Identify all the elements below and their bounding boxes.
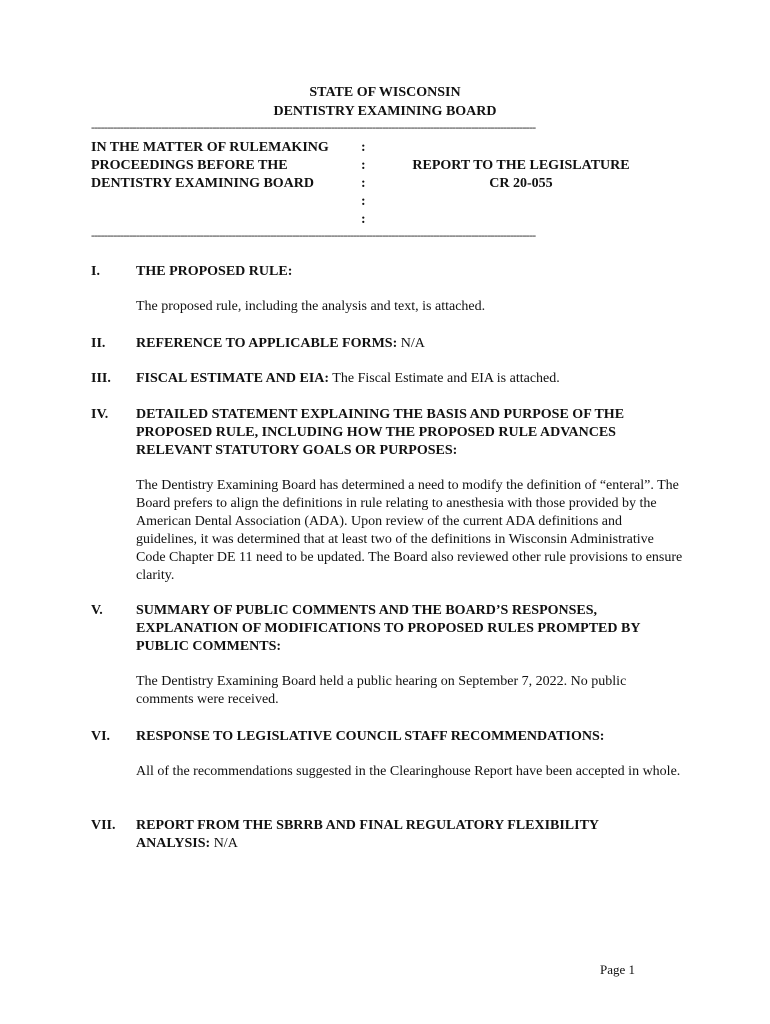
colon: : <box>361 158 366 173</box>
section-heading-text: FISCAL ESTIMATE AND EIA: <box>136 371 330 386</box>
section-number: III. <box>91 371 111 386</box>
section-heading-text: REFERENCE TO APPLICABLE FORMS: <box>136 336 398 351</box>
colon: : <box>361 176 366 191</box>
section-heading-text: SUMMARY OF PUBLIC COMMENTS AND THE BOARD’S RESPONSES, EXPLANATION OF MODIFICATIONS TO PROPOSED RULES PROMPTED BY PUBLIC COMMENTS: <box>136 603 640 654</box>
section-body: The proposed rule, including the analysis and text, is attached. <box>136 299 486 314</box>
colon: : <box>361 140 366 155</box>
section-number: V. <box>91 603 103 618</box>
caption-line: DENTISTRY EXAMINING BOARD <box>91 176 315 191</box>
colon: : <box>361 194 366 209</box>
report-number: CR 20-055 <box>489 176 553 191</box>
section-heading-value: N/A <box>397 336 425 351</box>
caption-left <box>91 139 329 193</box>
section-heading <box>136 263 681 281</box>
report-title: REPORT TO THE LEGISLATURE <box>412 158 630 173</box>
separator-bottom: ------------------------------------------------------------------------------------------------------------------------------------------- <box>91 228 536 242</box>
section-heading <box>136 406 681 460</box>
separator-top: ------------------------------------------------------------------------------------------------------------------------------------------- <box>91 120 536 134</box>
section-heading-text: RESPONSE TO LEGISLATIVE COUNCIL STAFF RECOMMENDATIONS: <box>136 729 605 744</box>
section-number: IV. <box>91 407 109 422</box>
section-body: All of the recommendations suggested in the Clearinghouse Report have been accepted in whole. <box>136 764 681 779</box>
section-heading-value: The Fiscal Estimate and EIA is attached. <box>329 371 560 386</box>
section-body: The Dentistry Examining Board held a public hearing on September 7, 2022. No public comments were received. <box>136 674 627 707</box>
board-heading: DENTISTRY EXAMINING BOARD <box>273 104 497 119</box>
section-heading-text: THE PROPOSED RULE: <box>136 264 293 279</box>
page-number: Page 1 <box>600 962 636 977</box>
caption-line: IN THE MATTER OF RULEMAKING <box>91 140 329 155</box>
section-heading-text: DETAILED STATEMENT EXPLAINING THE BASIS AND PURPOSE OF THE PROPOSED RULE, INCLUDING HOW THE PROPOSED RULE ADVANCES RELEVANT STATUTORY GOALS OR PURPOSES: <box>136 407 625 458</box>
section-number: VI. <box>91 729 111 744</box>
section-number: II. <box>91 336 106 351</box>
section-heading <box>136 728 681 746</box>
section-heading-text: REPORT FROM THE SBRRB AND FINAL REGULATORY FLEXIBILITY ANALYSIS: <box>136 818 599 851</box>
colon: : <box>361 212 366 227</box>
section-number: I. <box>91 264 100 279</box>
section-body: The Dentistry Examining Board has determined a need to modify the definition of “enteral”. The Board prefers to align the definitions in rule relating to anesthesia with those provided by the American Dental Association (ADA). Upon review of the current ADA definitions and guidelines, it was determined that at least two of the definitions in Wisconsin Administrative Code Chapter DE 11 need to be updated. The Board also reviewed other rule provisions to ensure clarity. <box>136 478 683 583</box>
section-heading <box>136 335 681 353</box>
section-heading-value: N/A <box>210 836 238 851</box>
section-number: VII. <box>91 818 116 833</box>
state-heading: STATE OF WISCONSIN <box>309 85 461 100</box>
section-heading <box>136 370 681 388</box>
caption-line: PROCEEDINGS BEFORE THE <box>91 158 288 173</box>
section-heading <box>136 602 681 656</box>
report-title-block <box>396 157 646 193</box>
section-heading <box>136 817 656 853</box>
caption-colons <box>361 139 366 229</box>
